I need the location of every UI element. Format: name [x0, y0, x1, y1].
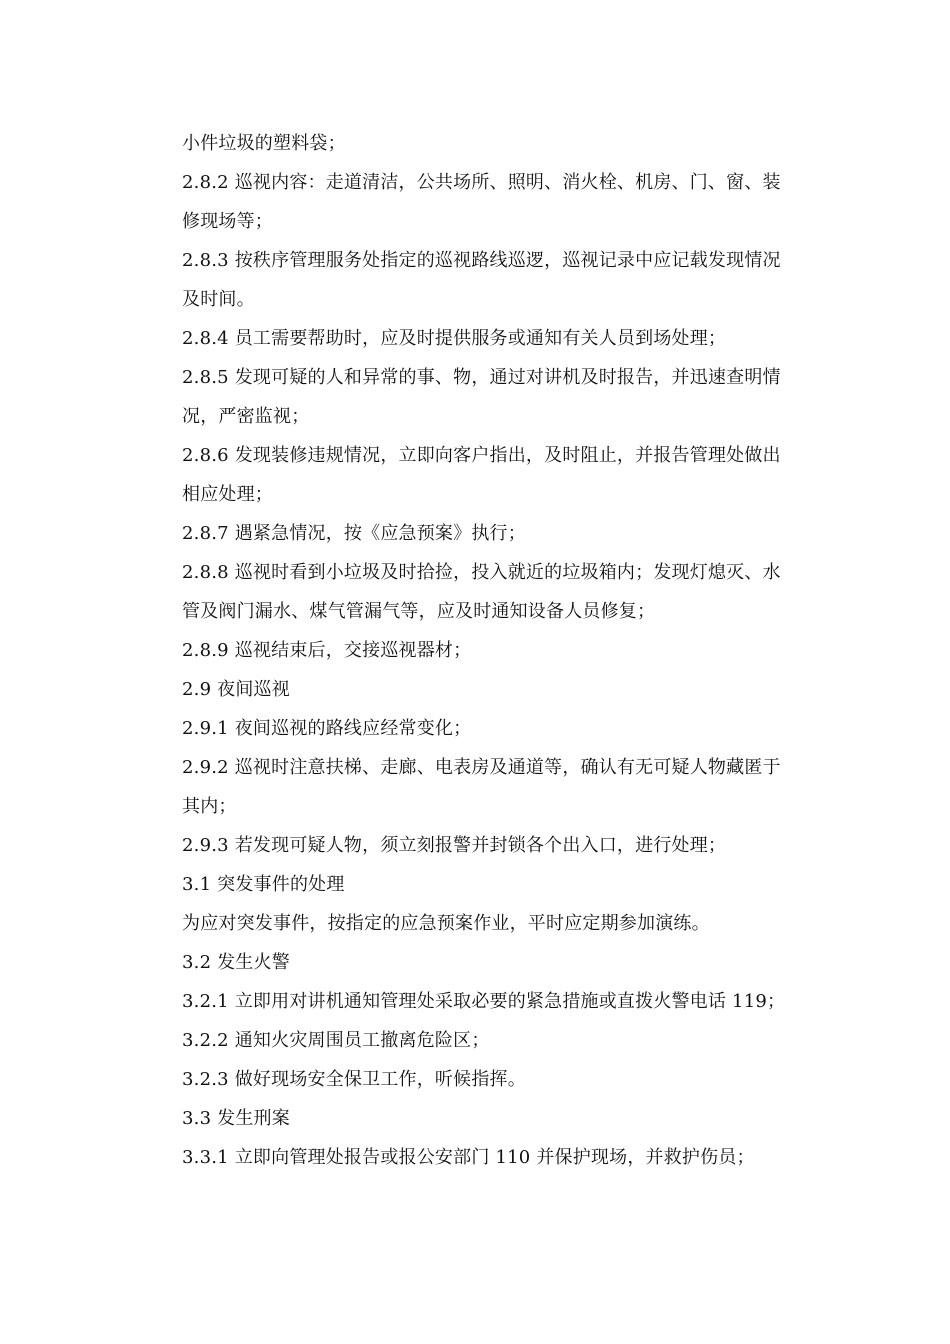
- text-line: 3.3.1 立即向管理处报告或报公安部门 110 并保护现场，并救护伤员；: [182, 1147, 755, 1168]
- text-line: 2.8.9 巡视结束后，交接巡视器材；: [182, 640, 472, 661]
- text-line: 2.9.2 巡视时注意扶梯、走廊、电表房及通道等，确认有无可疑人物藏匿于: [182, 757, 781, 778]
- section-heading: 3.1 突发事件的处理: [182, 874, 345, 895]
- section-heading: 3.2 发生火警: [182, 952, 290, 973]
- text-line: 3.2.1 立即用对讲机通知管理处采取必要的紧急措施或直拨火警电话 119；: [182, 991, 786, 1012]
- document-body: [182, 124, 810, 1177]
- text-line: 2.8.6 发现装修违规情况，立即向客户指出，及时阻止，并报告管理处做出: [182, 445, 781, 466]
- text-line: 及时间。: [182, 289, 255, 310]
- text-line: 2.8.2 巡视内容：走道清洁，公共场所、照明、消火栓、机房、门、窗、装: [182, 172, 781, 193]
- text-line: 2.8.5 发现可疑的人和异常的事、物，通过对讲机及时报告，并迅速查明情: [182, 367, 781, 388]
- text-line: 2.8.7 遇紧急情况，按《应急预案》执行；: [182, 523, 526, 544]
- text-line: 2.9.1 夜间巡视的路线应经常变化；: [182, 718, 472, 739]
- text-line: 相应处理；: [182, 484, 273, 505]
- text-line: 修现场等；: [182, 211, 273, 232]
- text-line: 况，严密监视；: [182, 406, 310, 427]
- text-line: 3.2.2 通知火灾周围员工撤离危险区；: [182, 1030, 490, 1051]
- text-line: 2.8.8 巡视时看到小垃圾及时拾捡，投入就近的垃圾箱内；发现灯熄灭、水: [182, 562, 781, 583]
- section-heading: 2.9 夜间巡视: [182, 679, 290, 700]
- text-line: 为应对突发事件，按指定的应急预案作业，平时应定期参加演练。: [182, 913, 710, 934]
- text-line: 其内；: [182, 796, 237, 817]
- section-heading: 3.3 发生刑案: [182, 1108, 290, 1129]
- text-line: 2.9.3 若发现可疑人物，须立刻报警并封锁各个出入口，进行处理；: [182, 835, 727, 856]
- text-line: 小件垃圾的塑料袋；: [182, 133, 346, 154]
- text-line: 管及阀门漏水、煤气管漏气等，应及时通知设备人员修复；: [182, 601, 656, 622]
- text-line: 3.2.3 做好现场安全保卫工作，听候指挥。: [182, 1069, 526, 1090]
- text-line: 2.8.4 员工需要帮助时，应及时提供服务或通知有关人员到场处理；: [182, 328, 727, 349]
- text-line: 2.8.3 按秩序管理服务处指定的巡视路线巡逻，巡视记录中应记载发现情况: [182, 250, 781, 271]
